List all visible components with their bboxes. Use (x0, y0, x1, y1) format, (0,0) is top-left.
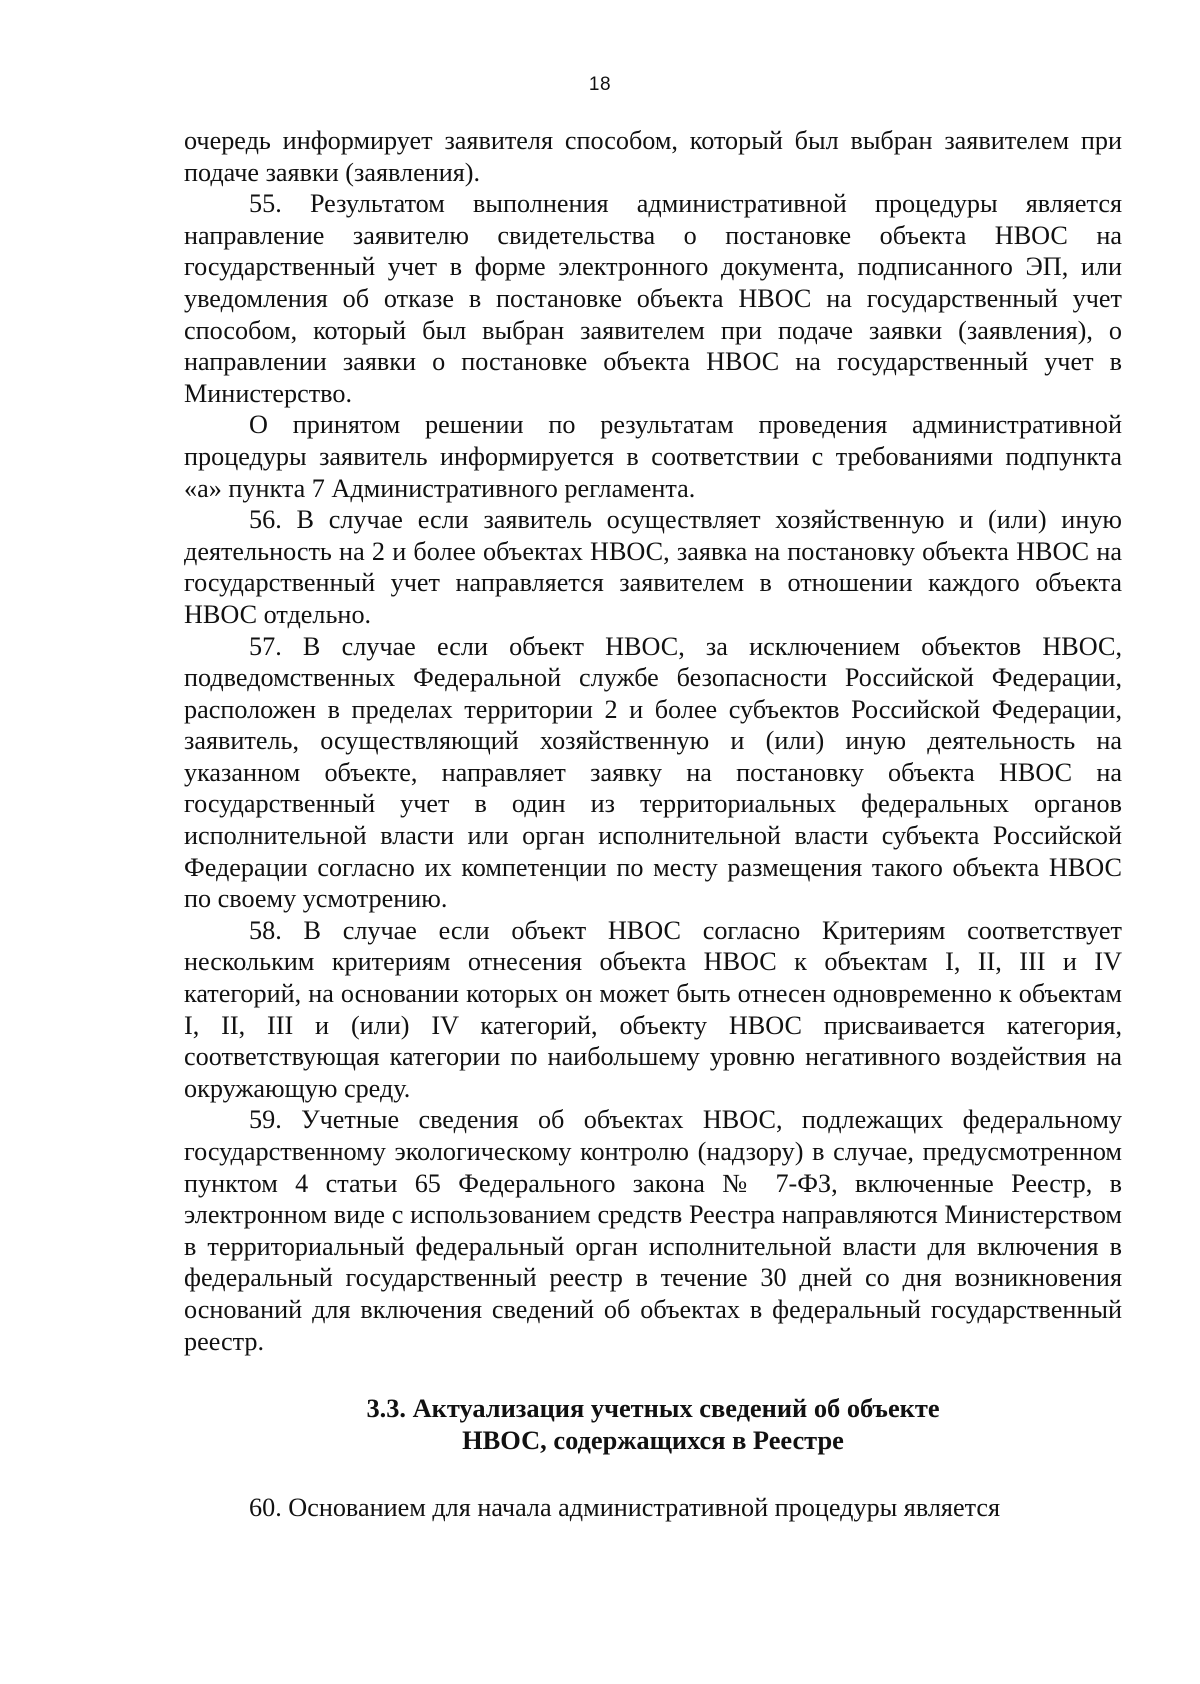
section-heading-line-1: 3.3. Актуализация учетных сведений об объекте (366, 1393, 940, 1424)
page-number: 18 (588, 74, 612, 95)
paragraph-55: 55. Результатом выполнения административной процедуры является направление заявителю свидетельства о постановке объекта НВОС на государственный учет в форме электронного документа, подписанного ЭП, или уведомления об отказе в постановке объекта НВОС на государственный учет способом, который был выбран заявителем при подаче заявки (заявления), о направлении заявки о постановке объекта НВОС на государственный учет в Министерство. (184, 189, 1122, 408)
paragraph-60: 60. Основанием для начала административной процедуры является (249, 1493, 1001, 1523)
paragraph-58: 58. В случае если объект НВОС согласно Критериям соответствует нескольким критериям отнесения объекта НВОС к объектам I, II, III и IV категорий, на основании которых он может быть отнесен одновременно к объектам I, II, III и (или) IV категорий, объекту НВОС присваивается категория, соответствующая категории по наибольшему уровню негативного воздействия на окружающую среду. (184, 915, 1122, 1103)
paragraph-continuation: очередь информирует заявителя способом, который был выбран заявителем при подаче заявки (заявления). (184, 126, 1122, 187)
section-heading-line-2: НВОС, содержащихся в Реестре (462, 1424, 844, 1455)
paragraph-59: 59. Учетные сведения об объектах НВОС, подлежащих федеральному государственному экологическому контролю (надзору) в случае, предусмотренном пунктом 4 статьи 65 Федерального закона № 7-ФЗ, включенные Реестр, в электронном виде с использованием средств Реестра направляются Министерством в территориальный федеральный орган исполнительной власти для включения в федеральный государственный реестр в течение 30 дней со дня возникновения оснований для включения сведений об объектах в федеральный государственный реестр. (184, 1105, 1122, 1356)
section-heading (184, 1393, 1122, 1456)
paragraph-decision-info: О принятом решении по результатам проведения административной процедуры заявитель информируется в соответствии с требованиями подпункта «а» пункта 7 Административного регламента. (184, 410, 1122, 503)
paragraph-56: 56. В случае если заявитель осуществляет хозяйственную и (или) иную деятельность на 2 и более объектах НВОС, заявка на постановку объекта НВОС на государственный учет направляется заявителем в отношении каждого объекта НВОС отдельно. (184, 505, 1122, 629)
paragraph-57: 57. В случае если объект НВОС, за исключением объектов НВОС, подведомственных Федеральной службе безопасности Российской Федерации, расположен в пределах территории 2 и более субъектов Российской Федерации, заявитель, осуществляющий хозяйственную и (или) иную деятельность на указанном объекте, направляет заявку на постановку объекта НВОС на государственный учет в один из территориальных федеральных органов исполнительной власти или орган исполнительной власти субъекта Российской Федерации согласно их компетенции по месту размещения такого объекта НВОС по своему усмотрению. (184, 631, 1122, 914)
document-body (184, 125, 1122, 1524)
